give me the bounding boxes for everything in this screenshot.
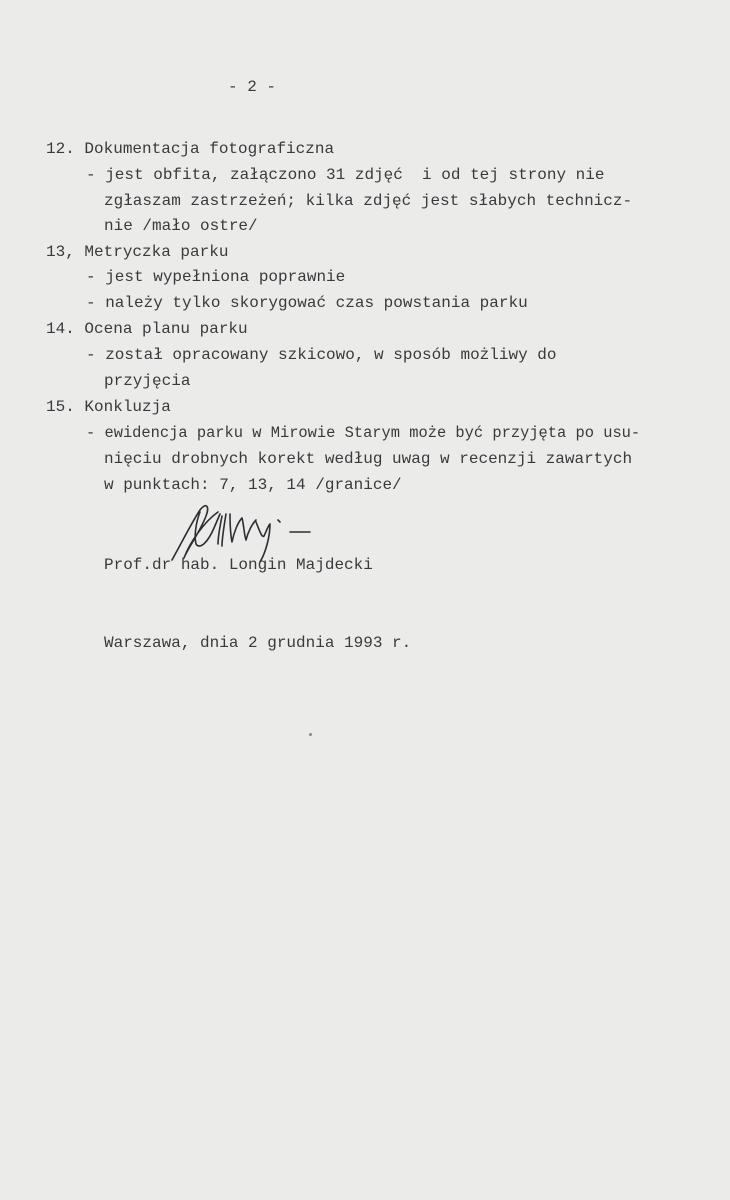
- section-13-line-1: - jest wypełniona poprawnie: [86, 268, 346, 286]
- section-15-heading: 15. Konkluzja: [46, 398, 171, 416]
- section-14-line-1: - został opracowany szkicowo, w sposób możliwy do: [86, 346, 557, 364]
- section-14-heading: 14. Ocena planu parku: [46, 320, 248, 338]
- signatory-name: Prof.dr hab. Longin Majdecki: [104, 556, 373, 574]
- section-15-line-2: nięciu drobnych korekt według uwag w recenzji zawartych: [104, 450, 633, 468]
- section-15-line-3: w punktach: 7, 13, 14 /granice/: [104, 476, 402, 494]
- section-15-line-1: - ewidencja parku w Mirowie Starym może być przyjęta po usu-: [86, 424, 641, 442]
- section-12-line-2: zgłaszam zastrzeżeń; kilka zdjęć jest słabych technicz-: [104, 192, 633, 210]
- section-12-line-1: - jest obfita, załączono 31 zdjęć i od tej strony nie: [86, 166, 605, 184]
- paper-speck: [309, 733, 312, 736]
- place-and-date: Warszawa, dnia 2 grudnia 1993 r.: [104, 634, 412, 652]
- page-number: - 2 -: [228, 78, 277, 96]
- section-12-heading: 12. Dokumentacja fotograficzna: [46, 140, 335, 158]
- section-14-line-2: przyjęcia: [104, 372, 191, 390]
- section-12-line-3: nie /mało ostre/: [104, 217, 258, 235]
- section-13-heading: 13, Metryczka parku: [46, 243, 229, 261]
- section-13-line-2: - należy tylko skorygować czas powstania parku: [86, 294, 528, 312]
